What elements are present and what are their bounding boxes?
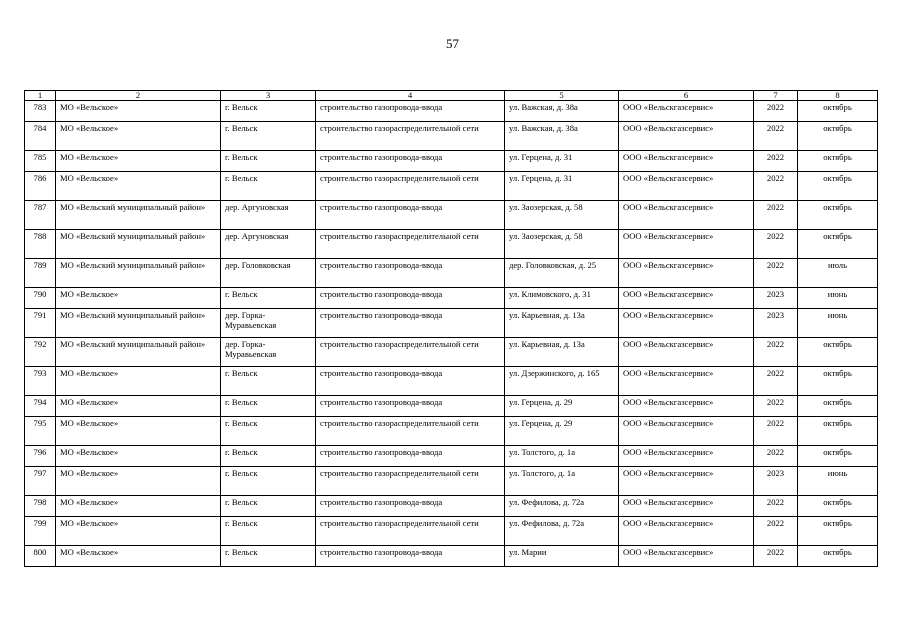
row-number-cell: 797: [25, 467, 56, 496]
work-type-cell: строительство газораспределительной сети: [316, 122, 505, 151]
row-number-cell: 785: [25, 151, 56, 172]
organization-cell: ООО «Вельскгазсервис»: [619, 309, 754, 338]
table-row: [25, 288, 878, 309]
address-cell: ул. Фефилова, д. 72а: [505, 517, 619, 546]
month-cell: октябрь: [798, 122, 878, 151]
row-number-cell: 787: [25, 201, 56, 230]
settlement-cell: дер. Аргуновская: [221, 201, 316, 230]
municipality-cell: МО «Вельское»: [56, 122, 221, 151]
settlement-cell: г. Вельск: [221, 396, 316, 417]
month-cell: октябрь: [798, 496, 878, 517]
month-cell: июнь: [798, 288, 878, 309]
work-type-cell: строительство газопровода-ввода: [316, 446, 505, 467]
organization-cell: ООО «Вельскгазсервис»: [619, 417, 754, 446]
municipality-cell: МО «Вельское»: [56, 288, 221, 309]
work-type-cell: строительство газопровода-ввода: [316, 309, 505, 338]
page-number: 57: [446, 36, 459, 51]
organization-cell: ООО «Вельскгазсервис»: [619, 172, 754, 201]
municipality-cell: МО «Вельское»: [56, 517, 221, 546]
work-type-cell: строительство газопровода-ввода: [316, 396, 505, 417]
month-cell: июнь: [798, 309, 878, 338]
column-number: 2: [56, 91, 221, 101]
municipality-cell: МО «Вельский муниципальный район»: [56, 230, 221, 259]
municipality-cell: МО «Вельский муниципальный район»: [56, 338, 221, 367]
organization-cell: ООО «Вельскгазсервис»: [619, 446, 754, 467]
month-cell: октябрь: [798, 417, 878, 446]
year-cell: 2022: [754, 396, 798, 417]
work-type-cell: строительство газораспределительной сети: [316, 338, 505, 367]
address-cell: ул. Карьевная, д. 13а: [505, 338, 619, 367]
year-cell: 2022: [754, 101, 798, 122]
organization-cell: ООО «Вельскгазсервис»: [619, 122, 754, 151]
settlement-cell: г. Вельск: [221, 367, 316, 396]
settlement-cell: г. Вельск: [221, 122, 316, 151]
row-number-cell: 791: [25, 309, 56, 338]
row-number-cell: 794: [25, 396, 56, 417]
table-row: [25, 546, 878, 567]
address-cell: ул. Карьевная, д. 13а: [505, 309, 619, 338]
column-number: 3: [221, 91, 316, 101]
month-cell: октябрь: [798, 546, 878, 567]
month-cell: июнь: [798, 467, 878, 496]
row-number-cell: 798: [25, 496, 56, 517]
month-cell: октябрь: [798, 201, 878, 230]
address-cell: ул. Важская, д. 38а: [505, 101, 619, 122]
table-row: [25, 309, 878, 338]
settlement-cell: дер. Горка-Муравьевская: [221, 338, 316, 367]
municipality-cell: МО «Вельский муниципальный район»: [56, 201, 221, 230]
work-type-cell: строительство газопровода-ввода: [316, 101, 505, 122]
municipality-cell: МО «Вельское»: [56, 367, 221, 396]
row-number-cell: 789: [25, 259, 56, 288]
settlement-cell: г. Вельск: [221, 288, 316, 309]
municipality-cell: МО «Вельское»: [56, 446, 221, 467]
year-cell: 2022: [754, 122, 798, 151]
table-row: [25, 446, 878, 467]
organization-cell: ООО «Вельскгазсервис»: [619, 201, 754, 230]
month-cell: октябрь: [798, 172, 878, 201]
row-number-cell: 783: [25, 101, 56, 122]
table-row: [25, 122, 878, 151]
address-cell: ул. Важская, д. 38а: [505, 122, 619, 151]
work-type-cell: строительство газораспределительной сети: [316, 172, 505, 201]
settlement-cell: г. Вельск: [221, 172, 316, 201]
work-type-cell: строительство газопровода-ввода: [316, 367, 505, 396]
column-number-row: [25, 91, 878, 101]
settlement-cell: г. Вельск: [221, 467, 316, 496]
work-type-cell: строительство газораспределительной сети: [316, 467, 505, 496]
column-number: 7: [754, 91, 798, 101]
row-number-cell: 793: [25, 367, 56, 396]
year-cell: 2022: [754, 546, 798, 567]
settlement-cell: г. Вельск: [221, 517, 316, 546]
year-cell: 2023: [754, 467, 798, 496]
organization-cell: ООО «Вельскгазсервис»: [619, 101, 754, 122]
address-cell: дер. Головковская, д. 25: [505, 259, 619, 288]
work-type-cell: строительство газопровода-ввода: [316, 496, 505, 517]
month-cell: октябрь: [798, 338, 878, 367]
settlement-cell: г. Вельск: [221, 546, 316, 567]
column-number: 6: [619, 91, 754, 101]
table-row: [25, 467, 878, 496]
address-cell: ул. Толстого, д. 1а: [505, 467, 619, 496]
organization-cell: ООО «Вельскгазсервис»: [619, 396, 754, 417]
municipality-cell: МО «Вельский муниципальный район»: [56, 309, 221, 338]
address-cell: ул. Климовского, д. 31: [505, 288, 619, 309]
organization-cell: ООО «Вельскгазсервис»: [619, 259, 754, 288]
municipality-cell: МО «Вельское»: [56, 546, 221, 567]
gasification-schedule-table: [24, 90, 878, 567]
year-cell: 2022: [754, 259, 798, 288]
settlement-cell: г. Вельск: [221, 101, 316, 122]
table-row: [25, 151, 878, 172]
year-cell: 2022: [754, 367, 798, 396]
row-number-cell: 800: [25, 546, 56, 567]
municipality-cell: МО «Вельский муниципальный район»: [56, 259, 221, 288]
row-number-cell: 790: [25, 288, 56, 309]
municipality-cell: МО «Вельское»: [56, 396, 221, 417]
year-cell: 2023: [754, 309, 798, 338]
row-number-cell: 786: [25, 172, 56, 201]
municipality-cell: МО «Вельское»: [56, 417, 221, 446]
municipality-cell: МО «Вельское»: [56, 151, 221, 172]
organization-cell: ООО «Вельскгазсервис»: [619, 230, 754, 259]
work-type-cell: строительство газораспределительной сети: [316, 417, 505, 446]
table-row: [25, 417, 878, 446]
year-cell: 2022: [754, 151, 798, 172]
year-cell: 2022: [754, 201, 798, 230]
row-number-cell: 784: [25, 122, 56, 151]
organization-cell: ООО «Вельскгазсервис»: [619, 546, 754, 567]
month-cell: октябрь: [798, 367, 878, 396]
settlement-cell: дер. Горка-Муравьевская: [221, 309, 316, 338]
year-cell: 2022: [754, 338, 798, 367]
table-row: [25, 367, 878, 396]
address-cell: ул. Заозерская, д. 58: [505, 201, 619, 230]
table-row: [25, 338, 878, 367]
address-cell: ул. Фефилова, д. 72а: [505, 496, 619, 517]
work-type-cell: строительство газопровода-ввода: [316, 259, 505, 288]
work-type-cell: строительство газопровода-ввода: [316, 151, 505, 172]
settlement-cell: г. Вельск: [221, 151, 316, 172]
month-cell: октябрь: [798, 396, 878, 417]
organization-cell: ООО «Вельскгазсервис»: [619, 338, 754, 367]
year-cell: 2022: [754, 417, 798, 446]
work-type-cell: строительство газопровода-ввода: [316, 546, 505, 567]
table-row: [25, 517, 878, 546]
municipality-cell: МО «Вельское»: [56, 467, 221, 496]
settlement-cell: г. Вельск: [221, 446, 316, 467]
organization-cell: ООО «Вельскгазсервис»: [619, 151, 754, 172]
municipality-cell: МО «Вельское»: [56, 172, 221, 201]
month-cell: октябрь: [798, 101, 878, 122]
row-number-cell: 788: [25, 230, 56, 259]
work-type-cell: строительство газопровода-ввода: [316, 201, 505, 230]
year-cell: 2022: [754, 517, 798, 546]
table-row: [25, 396, 878, 417]
month-cell: июль: [798, 259, 878, 288]
municipality-cell: МО «Вельское»: [56, 101, 221, 122]
column-number: 5: [505, 91, 619, 101]
address-cell: ул. Герцена, д. 29: [505, 417, 619, 446]
column-number: 4: [316, 91, 505, 101]
year-cell: 2022: [754, 496, 798, 517]
row-number-cell: 795: [25, 417, 56, 446]
month-cell: октябрь: [798, 517, 878, 546]
work-type-cell: строительство газораспределительной сети: [316, 517, 505, 546]
month-cell: октябрь: [798, 446, 878, 467]
address-cell: ул. Марии: [505, 546, 619, 567]
month-cell: октябрь: [798, 230, 878, 259]
settlement-cell: дер. Аргуновская: [221, 230, 316, 259]
year-cell: 2022: [754, 172, 798, 201]
table-body: [25, 101, 878, 567]
table-row: [25, 496, 878, 517]
row-number-cell: 796: [25, 446, 56, 467]
address-cell: ул. Герцена, д. 31: [505, 151, 619, 172]
settlement-cell: г. Вельск: [221, 417, 316, 446]
year-cell: 2022: [754, 230, 798, 259]
address-cell: ул. Герцена, д. 29: [505, 396, 619, 417]
row-number-cell: 792: [25, 338, 56, 367]
table-row: [25, 259, 878, 288]
municipality-cell: МО «Вельское»: [56, 496, 221, 517]
column-number: 8: [798, 91, 878, 101]
organization-cell: ООО «Вельскгазсервис»: [619, 517, 754, 546]
organization-cell: ООО «Вельскгазсервис»: [619, 367, 754, 396]
work-type-cell: строительство газораспределительной сети: [316, 230, 505, 259]
column-number: 1: [25, 91, 56, 101]
address-cell: ул. Толстого, д. 1а: [505, 446, 619, 467]
address-cell: ул. Заозерская, д. 58: [505, 230, 619, 259]
organization-cell: ООО «Вельскгазсервис»: [619, 467, 754, 496]
year-cell: 2023: [754, 288, 798, 309]
address-cell: ул. Дзержинского, д. 165: [505, 367, 619, 396]
month-cell: октябрь: [798, 151, 878, 172]
table-row: [25, 201, 878, 230]
organization-cell: ООО «Вельскгазсервис»: [619, 288, 754, 309]
work-type-cell: строительство газопровода-ввода: [316, 288, 505, 309]
table-row: [25, 230, 878, 259]
year-cell: 2022: [754, 446, 798, 467]
row-number-cell: 799: [25, 517, 56, 546]
settlement-cell: дер. Головковская: [221, 259, 316, 288]
table-row: [25, 101, 878, 122]
address-cell: ул. Герцена, д. 31: [505, 172, 619, 201]
organization-cell: ООО «Вельскгазсервис»: [619, 496, 754, 517]
table-row: [25, 172, 878, 201]
settlement-cell: г. Вельск: [221, 496, 316, 517]
